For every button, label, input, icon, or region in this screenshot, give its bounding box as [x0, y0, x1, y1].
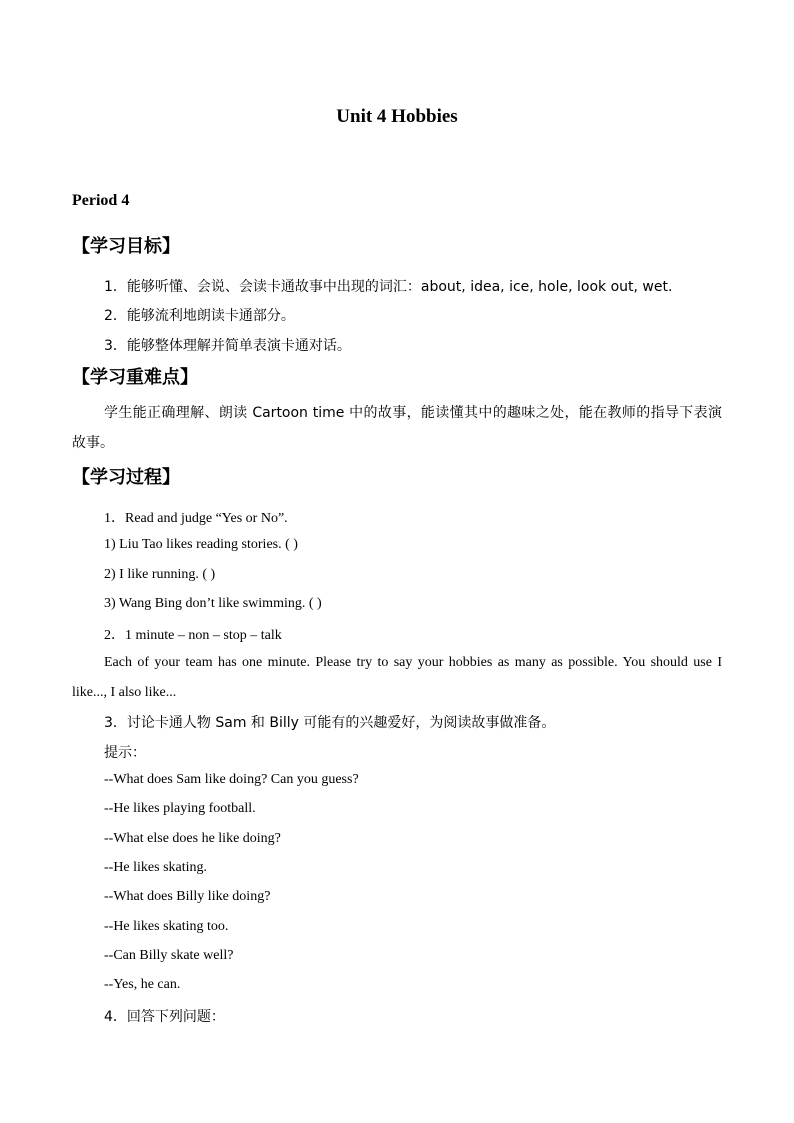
dialogue-line-5: --What does Billy like doing? — [104, 889, 271, 904]
dialogue-line-1: --What does Sam like doing? Can you guess? — [104, 772, 359, 787]
section-heading-objectives: 【学习目标】 — [72, 236, 180, 257]
dialogue-line-6: --He likes skating too. — [104, 919, 229, 934]
judge-item-3: 3) Wang Bing don’t like swimming. ( ) — [104, 596, 322, 611]
process-step-2-text: Each of your team has one minute. Please try to say your hobbies as many as possible. You should use I like..., I also like... — [72, 655, 722, 700]
judge-item-1: 1) Liu Tao likes reading stories. ( ) — [104, 537, 298, 552]
section-heading-key-points: 【学习重难点】 — [72, 367, 198, 388]
hint-label: 提示： — [104, 745, 146, 761]
objective-item-2: 2．能够流利地朗读卡通部分。 — [104, 308, 295, 324]
document-title: Unit 4 Hobbies — [336, 106, 458, 127]
process-step-2: 2．1 minute – non – stop – talk — [104, 628, 282, 643]
dialogue-line-7: --Can Billy skate well? — [104, 948, 234, 963]
period-label: Period 4 — [72, 192, 130, 209]
dialogue-line-3: --What else does he like doing? — [104, 831, 281, 846]
process-step-1: 1．Read and judge “Yes or No”. — [104, 511, 288, 526]
key-points-text: 学生能正确理解、朗读 Cartoon time 中的故事，能读懂其中的趣味之处，能在教师的指导下表演故事。 — [72, 405, 722, 451]
process-step-4: 4．回答下列问题： — [104, 1009, 225, 1025]
dialogue-line-2: --He likes playing football. — [104, 801, 256, 816]
process-step-3: 3．讨论卡通人物 Sam 和 Billy 可能有的兴趣爱好，为阅读故事做准备。 — [104, 715, 556, 731]
dialogue-line-8: --Yes, he can. — [104, 977, 181, 992]
dialogue-line-4: --He likes skating. — [104, 860, 208, 875]
objective-item-3: 3．能够整体理解并简单表演卡通对话。 — [104, 338, 351, 354]
section-heading-process: 【学习过程】 — [72, 467, 180, 488]
judge-item-2: 2) I like running. ( ) — [104, 567, 216, 582]
objective-item-1: 1．能够听懂、会说、会读卡通故事中出现的词汇：about, idea, ice, hole, look out, wet. — [104, 279, 673, 295]
